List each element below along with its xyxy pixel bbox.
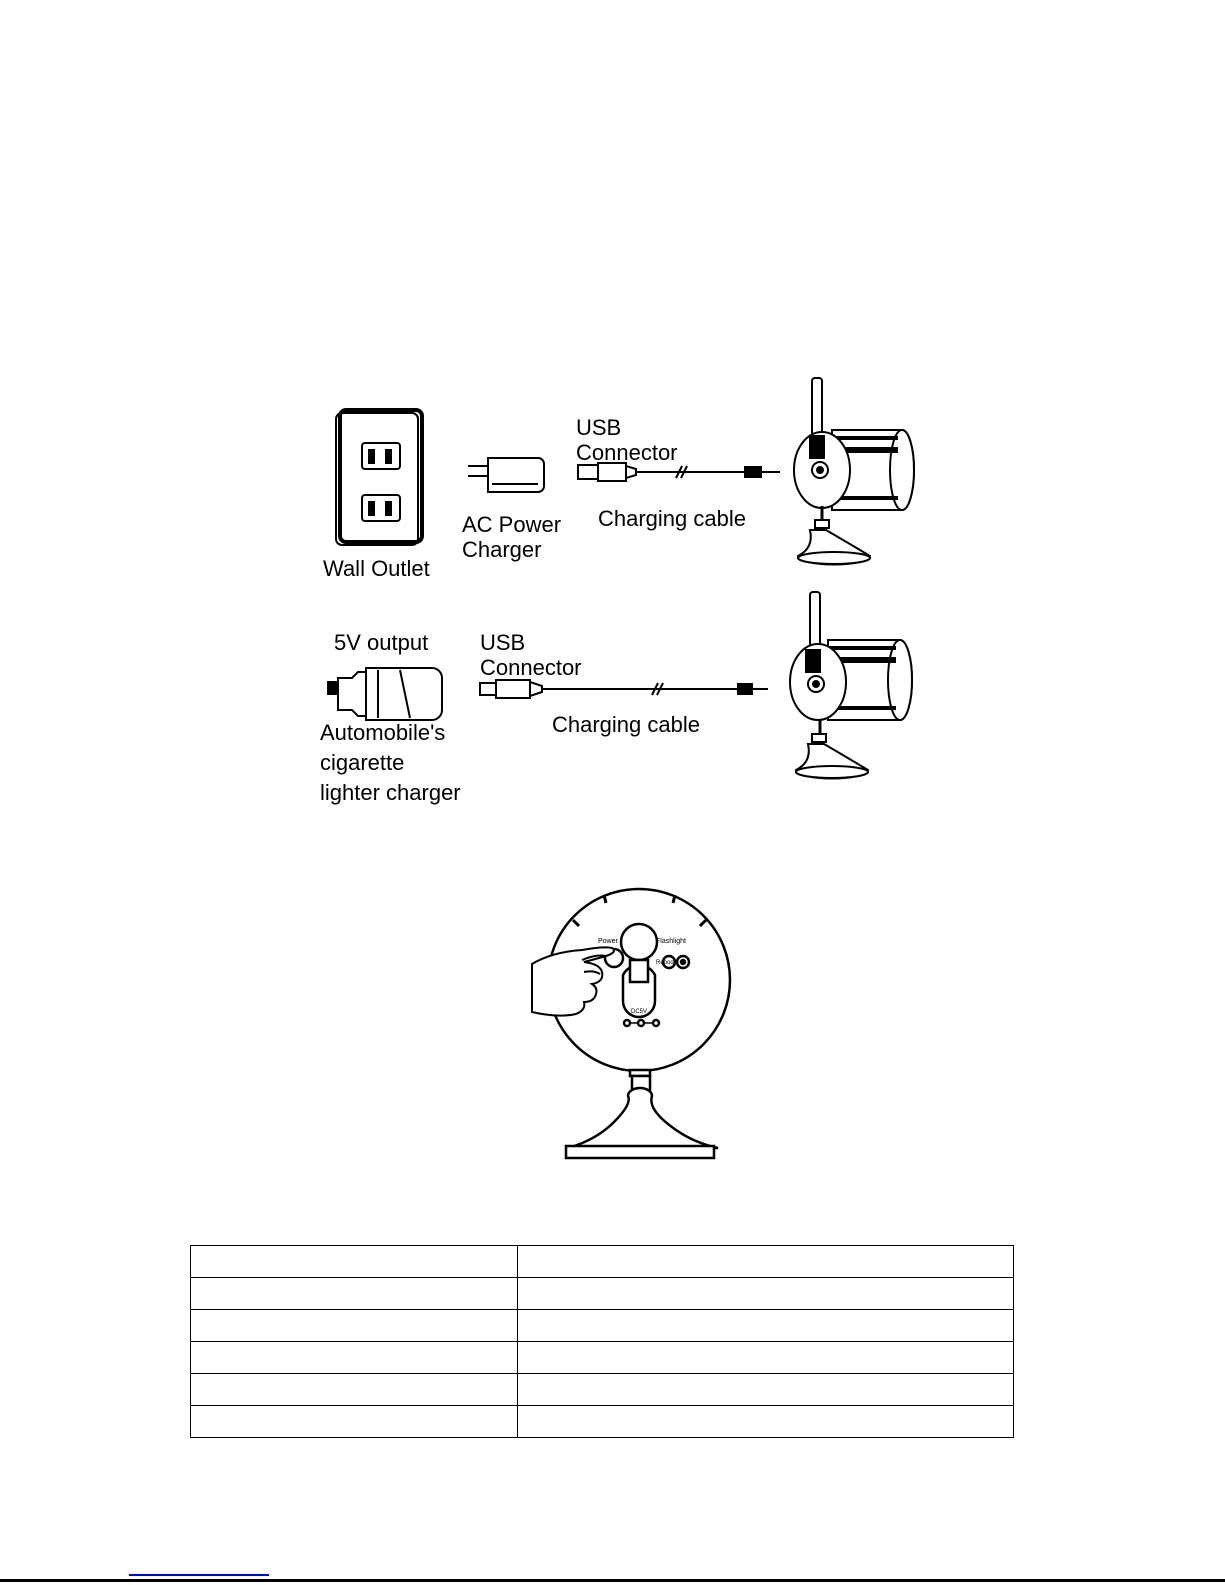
usb-connector-label-1: USB Connector [576,415,678,465]
camera-back-power-label: Power [598,938,618,945]
camera-back-reboot-label: Reboot [656,960,676,966]
table-row [191,1342,1014,1374]
table-cell [191,1310,518,1342]
car-charger-label: Automobile's cigarette lighter charger [320,720,461,805]
table-row [191,1246,1014,1278]
camera-back-dc-label: DC5V [631,1009,648,1015]
camera-back-flashlight-label: Flashlight [656,938,686,945]
table-cell [191,1278,518,1310]
camera-back-icon [548,889,730,1158]
charging-cable-label-1: Charging cable [598,506,746,531]
five-v-output-label: 5V output [334,630,429,655]
ac-power-charger-label: AC Power Charger [462,512,562,562]
table-cell [518,1374,1014,1406]
table-cell [191,1342,518,1374]
table-cell [191,1246,518,1278]
charging-cable-label-2: Charging cable [552,712,700,737]
footer-rule [0,1579,1225,1582]
spec-table [190,1245,1014,1438]
table-cell [518,1342,1014,1374]
usb-connector-label-2: USB Connector [480,630,582,680]
table-cell [518,1406,1014,1438]
table-row [191,1406,1014,1438]
table-cell [191,1406,518,1438]
table-row [191,1278,1014,1310]
table-cell [518,1278,1014,1310]
table-cell [518,1246,1014,1278]
table-row [191,1310,1014,1342]
table-cell [191,1374,518,1406]
wall-outlet-label: Wall Outlet [323,556,430,581]
footer-link-underline[interactable] [129,1574,269,1576]
table-cell [518,1310,1014,1342]
table-row [191,1374,1014,1406]
